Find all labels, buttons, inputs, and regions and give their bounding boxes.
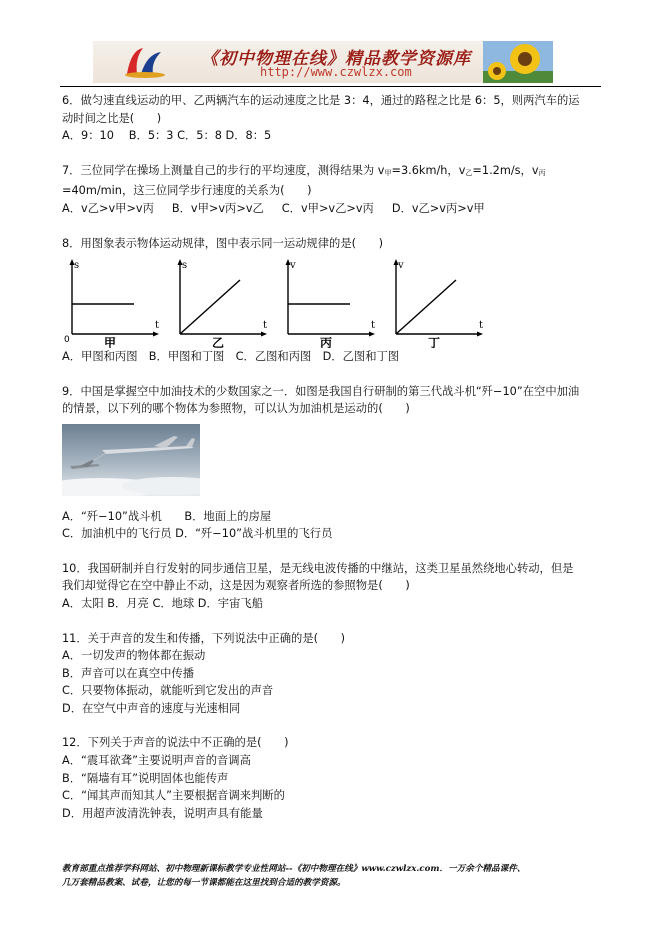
q9-options-cd: C．加油机中的飞行员 D．“歼−10”战斗机里的飞行员 [62, 527, 333, 541]
q7-option-b: B．v甲>v丙>v乙 [171, 201, 264, 215]
q10-stem-line1: 10．我国研制并自行发射的同步通信卫星，是无线电波传播的中继站，这类卫星虽然绕地心转动，但是 [62, 561, 574, 575]
q9-stem-line2: 的情景，以下列的哪个物体为参照物，可以认为加油机是运动的( ) [62, 402, 410, 416]
q7-stem-line1: 7．三位同学在操场上测量自己的步行的平均速度，测得结果为 v甲=3.6km/h，v乙=1.2m/s，v丙 [62, 163, 546, 177]
graph-bing-xlabel: t [371, 320, 376, 332]
q11-option-a: A．一切发声的物体都在振动 [62, 649, 206, 663]
graph-yi-caption: 乙 [212, 336, 225, 349]
aerial-refueling-photo [62, 424, 200, 496]
question-7 [62, 162, 602, 218]
header-banner [93, 41, 553, 83]
footer-line2: 几万套精品教案、试卷，让您的每一节课都能在这里找到合适的教学资源。 [62, 878, 346, 888]
sunflower-icon [483, 41, 553, 83]
graph-jia-ylabel: s [74, 260, 80, 272]
q10-stem-line2: 我们却觉得它在空中静止不动，这是因为观察者所选的参照物是( ) [62, 579, 410, 593]
graph-jia-origin: 0 [64, 335, 70, 346]
q9-stem-line1: 9．中国是掌握空中加油技术的少数国家之一．如图是我国自行研制的第三代战斗机“歼−10”在空中加油 [62, 384, 580, 398]
q12-option-d: D．用超声波清洗钟表，说明声具有能量 [62, 806, 263, 820]
graph-yi [170, 256, 278, 348]
q6-options: A．9：10 B．5：3 C．5：8 D．8：5 [62, 129, 272, 143]
footer-line1: 教育部重点推荐学科网站、初中物理新课标教学专业性网站--《初中物理在线》www.czwlzx.com．一万余个精品课件、 [62, 864, 526, 874]
q10-options: A．太阳 B．月亮 C．地球 D．宇宙飞船 [62, 596, 263, 610]
q11-stem: 11．关于声音的发生和传播，下列说法中正确的是( ) [62, 631, 346, 645]
q7-option-d: D．v乙>v丙>v甲 [391, 201, 485, 215]
q9-options-ab: A．“歼−10”战斗机 B．地面上的房屋 [62, 509, 272, 523]
page-footer [62, 862, 602, 890]
banner-url: http://www.czwlzx.com [260, 65, 412, 79]
banner-title: 《初中物理在线》精品教学资源库 [201, 49, 471, 69]
question-10 [62, 560, 602, 613]
question-9 [62, 383, 602, 543]
question-sheet [62, 92, 602, 822]
q6-stem-line1: 6．做匀速直线运动的甲、乙两辆汽车的运动速度之比是 3：4，通过的路程之比是 6：5，则两汽车的运 [62, 94, 580, 107]
q12-option-a: A．“震耳欲聋”主要说明声音的音调高 [62, 754, 251, 768]
q8-options: A．甲图和丙图 B．甲图和丁图 C．乙图和丙图 D．乙图和丁图 [62, 350, 400, 364]
graph-ding-ylabel: v [398, 260, 404, 272]
q6-stem-line2: 动时间之比是( ) [62, 111, 162, 125]
graph-jia [62, 256, 170, 348]
graph-ding-caption: 丁 [428, 336, 441, 349]
graph-bing-ylabel: v [290, 260, 296, 272]
question-11 [62, 630, 602, 718]
graph-jia-caption: 甲 [104, 336, 117, 349]
graph-yi-ylabel: s [182, 260, 188, 272]
graph-yi-xlabel: t [263, 320, 268, 332]
q12-stem: 12．下列关于声音的说法中不正确的是( ) [62, 736, 289, 750]
q7-option-c: C．v甲>v乙>v丙 [281, 201, 374, 215]
graph-ding-xlabel: t [479, 320, 484, 332]
q11-option-b: B．声音可以在真空中传播 [62, 666, 195, 680]
q12-option-c: C．“闻其声而知其人”主要根据音调来判断的 [62, 789, 285, 803]
question-12 [62, 734, 602, 822]
q11-option-d: D．在空气中声音的速度与光速相同 [62, 701, 241, 715]
graph-ding [386, 256, 494, 348]
graph-bing-caption: 丙 [320, 336, 333, 349]
question-6 [62, 92, 602, 145]
q11-option-c: C．只要物体振动，就能听到它发出的声音 [62, 684, 274, 698]
header-rule [60, 86, 601, 87]
q7-stem-line2: =40m/min，这三位同学步行速度的关系为( ) [62, 184, 312, 198]
q7-options [62, 200, 602, 218]
site-logo-icon [121, 44, 169, 80]
motion-graphs [62, 256, 602, 348]
q7-option-a: A．v乙>v甲>v丙 [62, 201, 154, 215]
graph-jia-xlabel: t [155, 320, 160, 332]
question-8 [62, 235, 602, 366]
graph-bing [278, 256, 386, 348]
q12-option-b: B．“隔墙有耳”说明固体也能传声 [62, 771, 229, 785]
q8-stem: 8．用图象表示物体运动规律，图中表示同一运动规律的是( ) [62, 236, 384, 250]
